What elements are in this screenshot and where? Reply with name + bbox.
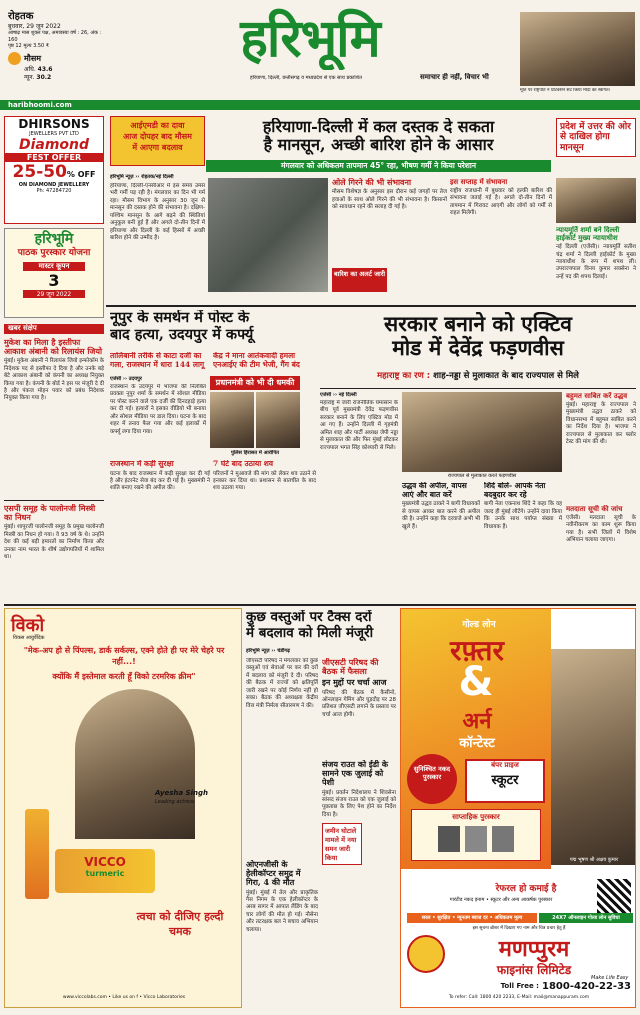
dhirsons-phone: Ph: 47284720	[36, 188, 72, 194]
mausam-line1: आईएमडी का दावा	[130, 121, 185, 130]
prize-ribbon: सुनिश्चित नकद पुरस्कार	[407, 754, 457, 804]
gst-headline-line1: कुछ वस्तुओं पर टैक्स दरों	[246, 610, 372, 625]
weather-label: मौसम	[24, 54, 42, 63]
section-label: खबर संक्षेप	[4, 324, 104, 334]
diamond-text: Diamond	[18, 137, 90, 153]
fadnavis-subhead-text: शाह-नड्डा से मुलाकात के बाद राज्यपाल से मिले	[433, 371, 579, 381]
tv-icon	[438, 826, 460, 852]
pathak-logo: हरिभूमि	[34, 231, 74, 247]
ongc-body: मुंबई। मुंबई में तेल और प्राकृतिक गैस निगम के एक हेलीकॉप्टर के अरब सागर में आपात लैंडिंग के बाद चार लोगों की मौत हो गई। नौसेना और तटरक्षक बल ने बचाव अभियान चलाया।	[246, 889, 318, 933]
divider	[4, 604, 636, 606]
right-story-2-headline[interactable]: बहुमत साबित करें उद्धव	[566, 392, 628, 400]
lead-headline[interactable]	[206, 118, 551, 155]
tollfree-row	[407, 979, 631, 993]
pathak-title: पाठक पुरस्कार योजना	[17, 248, 91, 258]
fest-offer: FEST OFFER	[5, 153, 103, 162]
uddhav-story	[402, 482, 480, 602]
lead-body: हरियाणा, दिल्ली-एनसीआर में इस समय उमस भरी गर्मी पड़ रही है। मंगलवार का दिन भी गर्म रहा। मौसम विभाग के अनुसार 30 जून से मानसून की दस्तक होने की संभावना है। दक्षिण-पश्चिम मानसून के आगे बढ़ने की स्थितियां अनुकूल बनी हुई हैं और अगले दो-तीन दिनों में हरियाणा और दिल्ली के कई हिस्सों में अच्छी बारिश होने की उम्मीद है।	[110, 183, 205, 241]
weekly-prizes	[411, 809, 541, 861]
uddhav-headline[interactable]: उद्धव की अपील, वापस आएं और बात करें	[402, 482, 467, 499]
police-caption: पुलिस हिरासत में आरोपित	[230, 450, 280, 456]
ghante-headline[interactable]: 7 घंटे बाद उठाया शव	[213, 460, 274, 468]
bumper-prize: स्कूटर	[491, 773, 519, 788]
udaipur-headline-line1: नूपुर के समर्थन में पोस्ट के	[110, 310, 250, 326]
accused-photo-1	[210, 392, 254, 448]
weather-block	[8, 52, 108, 65]
gst-byline: हरिभूमि न्यूज़ ›› चंडीगढ़	[246, 648, 290, 654]
actor-caption: पद्म भूषण श्री अक्षय कुमार	[569, 857, 619, 863]
top-photo-caption: मूर्ति पर राष्ट्रपति ने प्रोटेक्शन सेट किया मोदी का स्वागत।	[520, 88, 611, 93]
manappuram-arn: अर्न	[462, 708, 492, 734]
manappuram-footer: To refer: Call: 1800 420 2233, E-Mail: mail@manappuram.com	[448, 995, 590, 1000]
vicco-model-photo	[75, 689, 195, 839]
tagline: समाचार ही नहीं, विचार भी	[420, 73, 489, 81]
manappuram-rafar: रफ़्तर	[450, 634, 504, 667]
vicco-slogan: त्वचा को दीजिए हल्दी चमक	[136, 910, 224, 938]
udaipur-headline[interactable]	[110, 310, 315, 343]
masthead-info	[8, 8, 108, 88]
accused-photo-2	[256, 392, 300, 448]
weather-max: 43.6	[37, 66, 53, 73]
judge-photo	[556, 178, 636, 223]
ole-story	[332, 178, 447, 292]
pages-price: पृष्ठ 12 मूल्य 3.50 ₹	[8, 43, 49, 49]
divider	[106, 305, 636, 307]
raj-body: घटना के बाद राजस्थान में कड़ी सुरक्षा कर दी गई है और इंटरनेट सेवा बंद कर दी गई है। मुख्यमंत्री ने शांति बनाए रखने की अपील की।	[110, 470, 210, 492]
manappuram-and: &	[458, 659, 494, 705]
lead-byline: हरिभूमि न्यूज़ ›› रोहतक/नई दिल्ली	[110, 174, 174, 180]
fadnavis-body: महाराष्ट्र में जारी राजनीतिक घमासान के बीच पूर्व मुख्यमंत्री देवेंद्र फड़णवीस सरकार बनाने के लिए एक्टिव मोड में आ गए हैं। उन्होंने दिल्ली में गृहमंत्री अमित शाह और पार्टी अध्यक्ष जेपी नड्डा से मुलाकात की और फिर मुंबई लौटकर राज्यपाल भगत सिंह कोश्यारी से मिले।	[320, 400, 398, 451]
pathak-ad[interactable]	[4, 228, 104, 318]
vicco-tube-small	[25, 809, 49, 899]
manappuram-logo-icon	[407, 935, 445, 973]
right-story-3-headline[interactable]: मतदाता सूची की जांच	[566, 505, 623, 513]
tagline-states: हरियाणा, दिल्ली, छत्तीसगढ़ व मध्यप्रदेश से एक साथ प्रकाशित	[250, 75, 362, 81]
fridge-icon	[465, 826, 487, 852]
right-story-3-body: एजेंसी। मतदाता सूची के नवीनीकरण का काम शुरू किया गया है। सभी जिलों में विशेष अभियान चलाया जाएगा।	[566, 515, 636, 544]
story-2-body: मुंबई। शापूरजी पालोनजी समूह के प्रमुख पालोनजी मिस्त्री का निधन हो गया। वे 93 वर्ष के थे। उन्होंने देश की कई बड़ी इमारतों का निर्माण किया और उनका नाम भारत के शीर्ष उद्योगपतियों में शामिल था।	[4, 524, 104, 561]
fadnavis-caption: राज्यपाल से मुलाकात करते फड़णवीस	[447, 473, 517, 479]
sanjay-story	[322, 760, 396, 1005]
weekly-label: साप्ताहिक पुरस्कार	[452, 813, 500, 821]
ole-body: मौसम विशेषज्ञ के अनुसार इस दौरान कई जगहों पर तेज हवाओं के साथ ओले गिरने की भी संभावना है। किसानों को सावधान रहने की सलाह दी गई है।	[332, 189, 447, 211]
fadnavis-headline-line2: मोड में देवेंद्र फड़णवीस	[392, 335, 564, 361]
gst-council-story	[322, 658, 396, 758]
right-story-1-headline[interactable]: न्यायमूर्ति शर्मा बने दिल्ली हाईकोर्ट मुख्य न्यायाधीश	[556, 226, 620, 243]
coupon-label: मास्टर कूपन	[23, 262, 85, 271]
mausam-box[interactable]	[110, 116, 205, 166]
vicco-footer: www.viccolabs.com • Like us on f • Vicco Laboratories	[62, 995, 186, 1000]
uddhav-body: मुख्यमंत्री उद्धव ठाकरे ने बागी विधायकों से वापस आकर बात करने की अपील की है। उन्होंने कहा कि दरवाजे अभी भी खुले हैं।	[402, 501, 480, 530]
website[interactable]: haribhoomi.com	[8, 101, 72, 109]
panchang: आषाढ़ मास शुक्ल पक्ष, अमावस्या वर्ष : 26, अंक : 160	[8, 30, 102, 43]
manappuram-desc: गारंटीड नकद इनाम • स्कूटर और अन्य आकर्षक पुरस्कार	[449, 897, 553, 903]
dhirsons-sub: JEWELLERS PVT LTD	[29, 131, 79, 137]
lead-headline-line2: है मानसून, अच्छी बारिश होने के आसार	[263, 135, 494, 155]
pm-body	[302, 392, 316, 452]
story-1-headline[interactable]: मुकेश का मिला है इस्तीफा आकाश अंबानी को रिलायंस जियो	[4, 338, 103, 357]
vicco-tagline: "मेक-अप हो से पिंपल्स, डार्क सर्कल्स, एक्ने होते ही पर मेरे चेहरे पर नहीं...!	[23, 646, 225, 666]
vicco-model-sub: Leading actress	[155, 799, 195, 805]
shinde-headline[interactable]: शिंदे बोले- आपके नेता बदबुदार कर रहे	[484, 482, 546, 499]
rain-alert-badge: बारिश का अलर्ट जारी	[332, 268, 387, 292]
shinde-story	[484, 482, 562, 602]
story-2-headline[interactable]: एसपी समूह के पालोनजी मिस्त्री का निधन	[4, 504, 96, 523]
ghante-body: परिजनों ने मुआवजे की मांग को लेकर शव उठाने से इनकार कर दिया था। प्रशासन से बातचीत के बाद शव उठाया गया।	[213, 470, 316, 492]
vicco-tube-label: VICCO	[84, 855, 126, 869]
lead-subhead: मंगलवार को अधिकतम तापमान 45° रहा, भीषण गर्मी ने किया परेशान	[206, 160, 551, 172]
weather-min-label: न्यून.	[24, 74, 35, 81]
fadnavis-byline: एजेंसी ›› नई दिल्ली	[320, 392, 357, 398]
feature-2: 24X7 ऑनलाइन गोल्ड लोन सुविधा	[539, 913, 633, 923]
sanjay-headline[interactable]: संजय राउत को ईडी के सामने एक जुलाई को पेशी	[322, 760, 389, 788]
discount: 25-50	[12, 162, 67, 182]
ongc-story	[246, 860, 318, 1005]
right-story-2	[566, 392, 636, 502]
vicco-tagline2: क्योंकि मैं इस्तेमाल करती हूँ विको टरमरिक क्रीम"	[52, 672, 196, 681]
manappuram-brand: मणप्पुरम	[498, 936, 570, 962]
ghante-story	[213, 460, 316, 610]
coupon-number: 3	[48, 270, 60, 290]
side-body: राष्ट्रीय राजधानी में बुधवार को हल्की बारिश की संभावना जताई गई है। अगले दो-तीन दिनों में तापमान में गिरावट आएगी और लोगों को गर्मी से राहत मिलेगी।	[450, 188, 552, 217]
fadnavis-headline[interactable]	[320, 312, 636, 360]
vicco-ad[interactable]	[4, 608, 242, 1008]
udaipur-sub1: तालिबानी तरीके से काटा दर्जी का गला, राजस्थान में धारा 144 लागू	[110, 352, 205, 369]
gst-headline-line2: में बदलाव को मिली मंजूरी	[246, 624, 374, 641]
referral-text: रेफरल हो कमाई है	[495, 884, 557, 894]
make-life-easy: Make Life Easy	[591, 975, 629, 981]
gst-body: जीएसटी परिषद ने मंगलवार को कुछ वस्तुओं एवं सेवाओं पर कर की दरों में बदलाव को मंजूरी दे दी। परिषद की बैठक में राज्यों को क्षतिपूर्ति जारी रखने पर कोई निर्णय नहीं हो सका। बैठक की अध्यक्षता केंद्रीय वित्त मंत्री निर्मला सीतारमण ने की।	[246, 658, 318, 709]
right-box-headline[interactable]: प्रदेश में उत्तर की ओर से दाखिल होगा मानसून	[556, 118, 636, 157]
mausam-line2: आज दोपहर बाद मौसम	[123, 132, 192, 141]
gst-council-body: परिषद की बैठक में कैसीनो, ऑनलाइन गेमिंग और घुड़दौड़ पर 28 प्रतिशत जीएसटी लगाने के प्रस्ताव पर चर्चा आज होगी।	[322, 689, 396, 718]
gst-council-sub: इन मुद्दों पर चर्चा आज	[322, 677, 387, 688]
divider	[4, 500, 104, 501]
fadnavis-photo	[402, 392, 562, 472]
vicco-product: turmeric	[85, 869, 125, 878]
date: बुधवार, 29 जून 2022	[8, 23, 61, 30]
lead-headline-line1: हरियाणा-दिल्ली में कल दस्तक दे सकता	[262, 118, 495, 136]
side-headline[interactable]: इस सप्ताह में संभावना	[450, 178, 508, 186]
top-photo	[520, 12, 635, 86]
masthead-bar	[0, 100, 640, 110]
gst-council-headline[interactable]: जीएसटी परिषद की बैठक में फैसला	[322, 658, 379, 677]
dhirsons-ad[interactable]	[4, 116, 104, 224]
vicco-model-name: Ayesha Singh	[155, 789, 208, 797]
udaipur-body: राजस्थान के उदयपुर में भाजपा की निलंबित प्रवक्ता नूपुर शर्मा के समर्थन में सोशल मीडिया पर पोस्ट करने वाले एक दर्जी की दिनदहाड़े हत्या कर दी गई। हत्यारों ने इसका वीडियो भी बनाया और सोशल मीडिया पर डाल दिया। घटना के बाद शहर में तनाव फैल गया और कई इलाकों में कर्फ्यू लगा दिया गया।	[110, 384, 206, 435]
sun-icon	[8, 52, 21, 65]
story-1-body: मुंबई। मुकेश अंबानी ने रिलायंस जियो इन्फोकॉम के निदेशक पद से इस्तीफा दे दिया है और उनके बड़े बेटे आकाश अंबानी को कंपनी का अध्यक्ष नियुक्त किया गया है। कंपनी के बोर्ड ने इस पर मंजूरी दे दी है और पंकज मोहन पवार को प्रबंध निदेशक नियुक्त किया गया है।	[4, 358, 104, 402]
tollfree-label: Toll Free :	[500, 982, 539, 990]
right-story-1	[556, 226, 636, 301]
fadnavis-headline-line1: सरकार बनाने को एक्टिव	[384, 312, 572, 336]
ongc-headline[interactable]: ओएनजीसी के हेलीकॉप्टर समुद्र में गिरा, 4 की मौत	[246, 860, 301, 888]
raj-story	[110, 460, 210, 610]
logo-block	[170, 8, 450, 70]
manappuram-top: गोल्ड लोन	[462, 620, 496, 630]
right-story-3	[566, 505, 636, 600]
shinde-body: बागी नेता एकनाथ शिंदे ने कहा कि वह जल्द ही मुंबई लौटेंगे। उन्होंने दावा किया कि उनके साथ पर्याप्त संख्या में विधायक हैं।	[484, 501, 562, 530]
feature-1: सरल • सुरक्षित • न्यूनतम ब्याज दर • अधिकतम मूल्य	[407, 913, 537, 923]
off-text: % OFF	[66, 170, 96, 179]
weather-max-label: अधि.	[24, 66, 36, 73]
manappuram-info: इस सूचना ब्रोशर में दिखाए गए नाम और चित्र प्रचार हेतु हैं	[472, 926, 566, 931]
manappuram-brand-sub: फाइनांस लिमिटेड	[496, 963, 572, 977]
bumper-label: बंपर प्राइज	[491, 761, 519, 769]
fadnavis-subhead-label: महाराष्ट्र का रण :	[377, 371, 431, 381]
qr-code-icon[interactable]	[597, 879, 631, 913]
actor-photo	[551, 649, 636, 865]
divider	[320, 388, 636, 389]
washer-icon	[492, 826, 514, 852]
vicco-brand: विको	[11, 615, 45, 636]
tollfree-number[interactable]: 1800-420-22-33	[542, 980, 631, 992]
manappuram-ad[interactable]	[400, 608, 636, 1008]
manappuram-contest: कॉन्टेस्ट	[459, 736, 495, 751]
mausam-line3: में आएगा बदलाव	[132, 143, 183, 152]
pm-threat-box[interactable]: प्रधानमंत्री को भी दी धमकी	[210, 376, 300, 390]
right-story-1-body: नई दिल्ली (एजेंसी)। न्यायमूर्ति सतीश चंद्र शर्मा ने दिल्ली हाईकोर्ट के मुख्य न्यायाधीश के रूप में शपथ ली। उपराज्यपाल विनय कुमार सक्सेना ने उन्हें पद की शपथ दिलाई।	[556, 244, 636, 280]
sanjay-box: जमीन घोटाले मामले में नया समन जारी किया	[322, 823, 362, 865]
fadnavis-subhead	[320, 370, 636, 384]
on-diamond: ON DIAMOND JEWELLERY	[18, 182, 90, 188]
udaipur-sub2: केंद्र ने माना आतंकवादी हमला एनआईए की टीम भेजी, गैंग बंद	[213, 352, 300, 369]
gst-headline[interactable]	[246, 610, 396, 641]
udaipur-headline-line2: बाद हत्या, उदयपुर में कर्फ्यू	[110, 325, 254, 343]
udaipur-byline: एजेंसी ›› उदयपुर	[110, 376, 142, 382]
side-story	[450, 178, 552, 292]
sanjay-body: मुंबई। प्रवर्तन निदेशालय ने शिवसेना सांसद संजय राउत को एक जुलाई को पूछताछ के लिए पेश होने का निर्देश दिया है।	[322, 789, 396, 818]
city: रोहतक	[8, 11, 34, 22]
coupon-date: 29 जून 2022	[23, 290, 85, 298]
vicco-sub: विकस आयुर्वेदिक	[13, 635, 45, 641]
bumper-prize-box	[465, 759, 545, 803]
dhirsons-name: DHIRSONS	[18, 117, 90, 131]
logo[interactable]: हरिभूमि	[240, 9, 380, 69]
rain-photo	[208, 178, 328, 292]
weather-min: 30.2	[36, 74, 52, 81]
story-1	[4, 338, 104, 498]
ole-headline[interactable]: ओले गिरने की भी संभावना	[332, 178, 412, 187]
vicco-tube	[55, 849, 155, 893]
raj-headline[interactable]: राजस्थान में कड़ी सुरक्षा	[110, 460, 174, 468]
right-story-2-body: मुंबई। महाराष्ट्र के राज्यपाल ने मुख्यमंत्री उद्धव ठाकरे को विधानसभा में बहुमत साबित करने का निर्देश दिया है। भाजपा ने राज्यपाल से मुलाकात कर फ्लोर टेस्ट की मांग की थी।	[566, 402, 636, 446]
